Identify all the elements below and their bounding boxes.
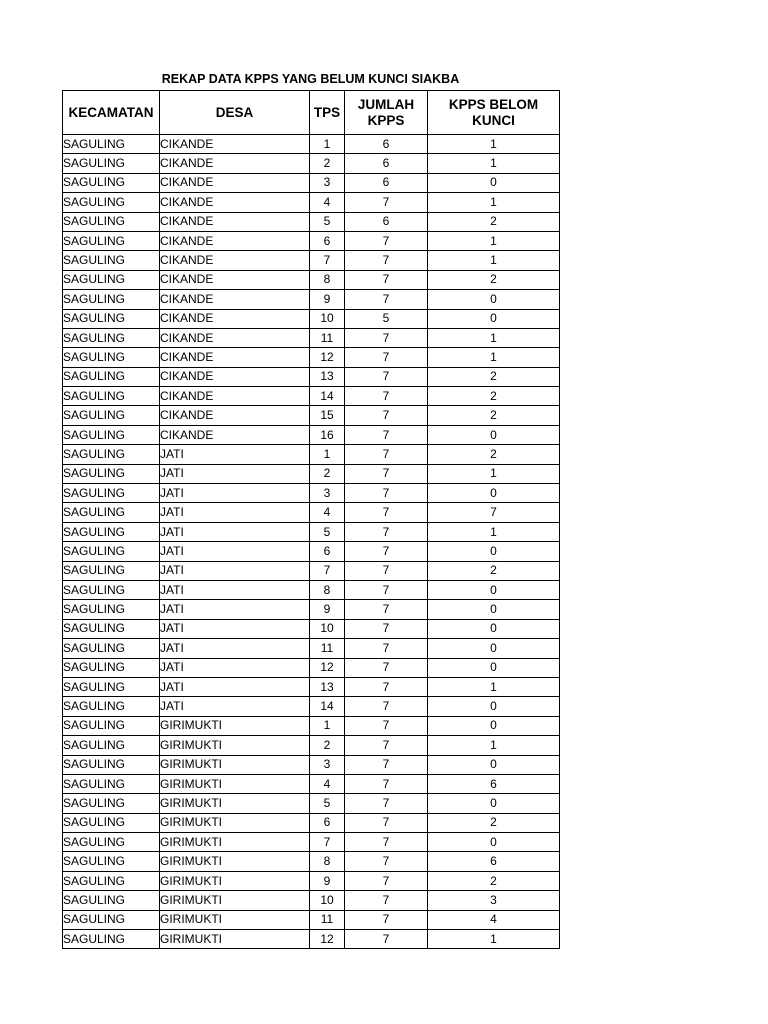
cell-kecamatan: SAGULING [63,542,160,561]
cell-desa: GIRIMUKTI [160,833,310,852]
cell-tps: 6 [310,542,345,561]
cell-desa: CIKANDE [160,251,310,270]
cell-kpps-belum-kunci: 2 [428,406,560,425]
cell-desa: JATI [160,697,310,716]
cell-kpps-belum-kunci: 1 [428,677,560,696]
cell-tps: 2 [310,464,345,483]
cell-kecamatan: SAGULING [63,619,160,638]
header-kpps-belum-kunci-line1: KPPS BELOM [448,96,539,112]
cell-jumlah-kpps: 7 [345,697,428,716]
cell-desa: JATI [160,639,310,658]
cell-tps: 8 [310,580,345,599]
table-row [63,270,560,289]
cell-desa: CIKANDE [160,387,310,406]
cell-jumlah-kpps: 7 [345,774,428,793]
table-row [63,813,560,832]
cell-kpps-belum-kunci: 0 [428,619,560,638]
cell-kecamatan: SAGULING [63,328,160,347]
cell-desa: GIRIMUKTI [160,755,310,774]
cell-kecamatan: SAGULING [63,464,160,483]
header-row [63,91,560,135]
cell-tps: 9 [310,290,345,309]
cell-desa: JATI [160,503,310,522]
header-desa-label: DESA [215,104,254,120]
cell-kpps-belum-kunci: 0 [428,697,560,716]
table-row [63,580,560,599]
cell-jumlah-kpps: 7 [345,522,428,541]
cell-jumlah-kpps: 7 [345,794,428,813]
table-row [63,135,560,154]
cell-desa: CIKANDE [160,309,310,328]
cell-tps: 10 [310,619,345,638]
cell-jumlah-kpps: 5 [345,309,428,328]
header-desa [160,91,310,135]
cell-jumlah-kpps: 7 [345,619,428,638]
cell-kecamatan: SAGULING [63,173,160,192]
cell-kecamatan: SAGULING [63,367,160,386]
header-jumlah-kpps [345,91,428,135]
cell-jumlah-kpps: 7 [345,270,428,289]
table-row [63,309,560,328]
cell-jumlah-kpps: 7 [345,639,428,658]
cell-kecamatan: SAGULING [63,736,160,755]
cell-kecamatan: SAGULING [63,445,160,464]
cell-tps: 8 [310,852,345,871]
cell-kpps-belum-kunci: 2 [428,871,560,890]
cell-kecamatan: SAGULING [63,580,160,599]
cell-kecamatan: SAGULING [63,522,160,541]
cell-desa: CIKANDE [160,367,310,386]
cell-tps: 11 [310,328,345,347]
cell-jumlah-kpps: 7 [345,561,428,580]
cell-jumlah-kpps: 7 [345,852,428,871]
table-row [63,755,560,774]
cell-kpps-belum-kunci: 2 [428,387,560,406]
cell-jumlah-kpps: 6 [345,212,428,231]
table-row [63,677,560,696]
cell-jumlah-kpps: 7 [345,677,428,696]
cell-kpps-belum-kunci: 6 [428,774,560,793]
cell-kpps-belum-kunci: 1 [428,930,560,949]
cell-kecamatan: SAGULING [63,309,160,328]
cell-kecamatan: SAGULING [63,484,160,503]
cell-jumlah-kpps: 7 [345,542,428,561]
cell-tps: 5 [310,794,345,813]
cell-tps: 9 [310,871,345,890]
cell-jumlah-kpps: 7 [345,716,428,735]
cell-kpps-belum-kunci: 1 [428,193,560,212]
cell-kecamatan: SAGULING [63,387,160,406]
cell-kpps-belum-kunci: 0 [428,425,560,444]
table-row [63,542,560,561]
cell-tps: 13 [310,677,345,696]
table-row [63,231,560,250]
table-row [63,290,560,309]
cell-desa: CIKANDE [160,193,310,212]
table-row [63,328,560,347]
cell-kpps-belum-kunci: 2 [428,212,560,231]
cell-kpps-belum-kunci: 0 [428,716,560,735]
cell-jumlah-kpps: 7 [345,871,428,890]
cell-jumlah-kpps: 6 [345,135,428,154]
header-kpps-belum-kunci-line2: KUNCI [472,112,515,128]
cell-kecamatan: SAGULING [63,212,160,231]
cell-desa: CIKANDE [160,135,310,154]
cell-jumlah-kpps: 6 [345,154,428,173]
cell-kecamatan: SAGULING [63,348,160,367]
table-row [63,736,560,755]
cell-tps: 9 [310,600,345,619]
cell-tps: 15 [310,406,345,425]
cell-kpps-belum-kunci: 1 [428,154,560,173]
cell-kecamatan: SAGULING [63,677,160,696]
cell-kpps-belum-kunci: 1 [428,231,560,250]
cell-kecamatan: SAGULING [63,154,160,173]
cell-desa: JATI [160,600,310,619]
cell-tps: 6 [310,231,345,250]
cell-kpps-belum-kunci: 0 [428,580,560,599]
cell-kecamatan: SAGULING [63,406,160,425]
cell-jumlah-kpps: 7 [345,833,428,852]
header-jumlah-kpps-line2: KPPS [367,112,405,128]
cell-kpps-belum-kunci: 0 [428,755,560,774]
cell-kecamatan: SAGULING [63,871,160,890]
cell-kecamatan: SAGULING [63,716,160,735]
table-row [63,445,560,464]
header-tps-label: TPS [313,104,341,120]
table-row [63,619,560,638]
table-row [63,600,560,619]
cell-jumlah-kpps: 7 [345,348,428,367]
cell-kpps-belum-kunci: 0 [428,600,560,619]
cell-desa: GIRIMUKTI [160,794,310,813]
table-row [63,387,560,406]
cell-jumlah-kpps: 7 [345,580,428,599]
cell-kpps-belum-kunci: 7 [428,503,560,522]
table-row [63,406,560,425]
cell-jumlah-kpps: 7 [345,193,428,212]
cell-kpps-belum-kunci: 1 [428,251,560,270]
cell-kpps-belum-kunci: 0 [428,484,560,503]
cell-jumlah-kpps: 7 [345,328,428,347]
cell-jumlah-kpps: 7 [345,891,428,910]
cell-tps: 3 [310,484,345,503]
cell-kpps-belum-kunci: 2 [428,445,560,464]
cell-kpps-belum-kunci: 0 [428,794,560,813]
cell-tps: 14 [310,697,345,716]
cell-desa: JATI [160,677,310,696]
cell-tps: 3 [310,173,345,192]
cell-tps: 5 [310,212,345,231]
cell-jumlah-kpps: 7 [345,290,428,309]
table-row [63,464,560,483]
cell-tps: 14 [310,387,345,406]
cell-jumlah-kpps: 7 [345,736,428,755]
cell-kecamatan: SAGULING [63,503,160,522]
cell-jumlah-kpps: 7 [345,464,428,483]
cell-kecamatan: SAGULING [63,813,160,832]
table-body [63,135,560,949]
cell-desa: CIKANDE [160,425,310,444]
cell-kpps-belum-kunci: 2 [428,813,560,832]
cell-kecamatan: SAGULING [63,755,160,774]
cell-desa: JATI [160,580,310,599]
cell-tps: 11 [310,910,345,929]
table-row [63,639,560,658]
cell-kecamatan: SAGULING [63,910,160,929]
cell-kecamatan: SAGULING [63,658,160,677]
cell-kpps-belum-kunci: 1 [428,464,560,483]
cell-desa: CIKANDE [160,290,310,309]
table-row [63,561,560,580]
cell-tps: 13 [310,367,345,386]
table-row [63,522,560,541]
cell-desa: JATI [160,542,310,561]
cell-kecamatan: SAGULING [63,135,160,154]
cell-jumlah-kpps: 7 [345,425,428,444]
cell-desa: JATI [160,484,310,503]
cell-kecamatan: SAGULING [63,561,160,580]
cell-desa: JATI [160,619,310,638]
cell-tps: 1 [310,716,345,735]
cell-tps: 1 [310,135,345,154]
table-row [63,173,560,192]
cell-kpps-belum-kunci: 1 [428,135,560,154]
header-tps [310,91,345,135]
table-row [63,794,560,813]
cell-jumlah-kpps: 7 [345,600,428,619]
cell-kecamatan: SAGULING [63,193,160,212]
cell-jumlah-kpps: 7 [345,910,428,929]
table-row [63,367,560,386]
cell-desa: CIKANDE [160,173,310,192]
table-row [63,193,560,212]
cell-tps: 11 [310,639,345,658]
cell-kecamatan: SAGULING [63,231,160,250]
header-kpps-belum-kunci [428,91,560,135]
cell-jumlah-kpps: 7 [345,387,428,406]
table-row [63,852,560,871]
cell-desa: GIRIMUKTI [160,910,310,929]
rekap-table [62,90,560,949]
cell-jumlah-kpps: 7 [345,658,428,677]
cell-desa: JATI [160,445,310,464]
cell-kpps-belum-kunci: 0 [428,173,560,192]
cell-tps: 7 [310,833,345,852]
cell-kpps-belum-kunci: 1 [428,348,560,367]
cell-desa: JATI [160,658,310,677]
table-row [63,716,560,735]
cell-tps: 5 [310,522,345,541]
cell-tps: 8 [310,270,345,289]
table-row [63,697,560,716]
cell-desa: GIRIMUKTI [160,813,310,832]
cell-desa: CIKANDE [160,231,310,250]
cell-kpps-belum-kunci: 3 [428,891,560,910]
cell-kecamatan: SAGULING [63,697,160,716]
cell-kecamatan: SAGULING [63,425,160,444]
table-row [63,154,560,173]
cell-desa: GIRIMUKTI [160,930,310,949]
cell-desa: JATI [160,464,310,483]
cell-tps: 4 [310,503,345,522]
cell-kpps-belum-kunci: 0 [428,542,560,561]
cell-kpps-belum-kunci: 2 [428,270,560,289]
cell-tps: 16 [310,425,345,444]
cell-tps: 2 [310,736,345,755]
cell-jumlah-kpps: 7 [345,755,428,774]
cell-desa: CIKANDE [160,154,310,173]
cell-tps: 6 [310,813,345,832]
table-row [63,658,560,677]
cell-kpps-belum-kunci: 6 [428,852,560,871]
table-row [63,503,560,522]
cell-kpps-belum-kunci: 0 [428,309,560,328]
cell-jumlah-kpps: 7 [345,813,428,832]
cell-desa: GIRIMUKTI [160,774,310,793]
cell-tps: 2 [310,154,345,173]
cell-jumlah-kpps: 7 [345,251,428,270]
table-row [63,348,560,367]
cell-kecamatan: SAGULING [63,251,160,270]
cell-tps: 7 [310,561,345,580]
cell-jumlah-kpps: 7 [345,406,428,425]
cell-jumlah-kpps: 6 [345,173,428,192]
cell-kpps-belum-kunci: 0 [428,290,560,309]
header-kecamatan [63,91,160,135]
cell-tps: 12 [310,348,345,367]
cell-desa: CIKANDE [160,212,310,231]
cell-kpps-belum-kunci: 0 [428,658,560,677]
table-row [63,871,560,890]
cell-kecamatan: SAGULING [63,794,160,813]
cell-desa: GIRIMUKTI [160,852,310,871]
cell-jumlah-kpps: 7 [345,231,428,250]
cell-tps: 7 [310,251,345,270]
cell-tps: 1 [310,445,345,464]
cell-jumlah-kpps: 7 [345,367,428,386]
cell-kpps-belum-kunci: 0 [428,639,560,658]
cell-desa: CIKANDE [160,406,310,425]
table-row [63,774,560,793]
cell-tps: 4 [310,193,345,212]
cell-desa: CIKANDE [160,348,310,367]
table-row [63,251,560,270]
cell-kecamatan: SAGULING [63,891,160,910]
cell-kecamatan: SAGULING [63,639,160,658]
cell-desa: JATI [160,522,310,541]
page-title: REKAP DATA KPPS YANG BELUM KUNCI SIAKBA [161,72,460,86]
table-row [63,891,560,910]
cell-kpps-belum-kunci: 2 [428,367,560,386]
cell-desa: CIKANDE [160,270,310,289]
cell-desa: CIKANDE [160,328,310,347]
table-row [63,910,560,929]
cell-jumlah-kpps: 7 [345,484,428,503]
cell-kecamatan: SAGULING [63,290,160,309]
table-row [63,212,560,231]
cell-tps: 10 [310,891,345,910]
cell-kecamatan: SAGULING [63,270,160,289]
cell-desa: GIRIMUKTI [160,871,310,890]
cell-jumlah-kpps: 7 [345,503,428,522]
cell-kecamatan: SAGULING [63,852,160,871]
cell-tps: 3 [310,755,345,774]
cell-kecamatan: SAGULING [63,930,160,949]
cell-jumlah-kpps: 7 [345,930,428,949]
header-jumlah-kpps-line1: JUMLAH [357,96,415,112]
header-kecamatan-label: KECAMATAN [68,104,154,120]
cell-kpps-belum-kunci: 1 [428,736,560,755]
cell-tps: 4 [310,774,345,793]
cell-tps: 12 [310,930,345,949]
table-row [63,930,560,949]
cell-kpps-belum-kunci: 1 [428,522,560,541]
table-row [63,833,560,852]
cell-desa: GIRIMUKTI [160,736,310,755]
cell-tps: 10 [310,309,345,328]
cell-kpps-belum-kunci: 2 [428,561,560,580]
cell-tps: 12 [310,658,345,677]
cell-desa: GIRIMUKTI [160,716,310,735]
cell-kecamatan: SAGULING [63,774,160,793]
cell-kecamatan: SAGULING [63,600,160,619]
cell-desa: JATI [160,561,310,580]
cell-kpps-belum-kunci: 1 [428,328,560,347]
cell-jumlah-kpps: 7 [345,445,428,464]
table-row [63,425,560,444]
cell-kpps-belum-kunci: 4 [428,910,560,929]
cell-desa: GIRIMUKTI [160,891,310,910]
cell-kecamatan: SAGULING [63,833,160,852]
table-row [63,484,560,503]
cell-kpps-belum-kunci: 0 [428,833,560,852]
